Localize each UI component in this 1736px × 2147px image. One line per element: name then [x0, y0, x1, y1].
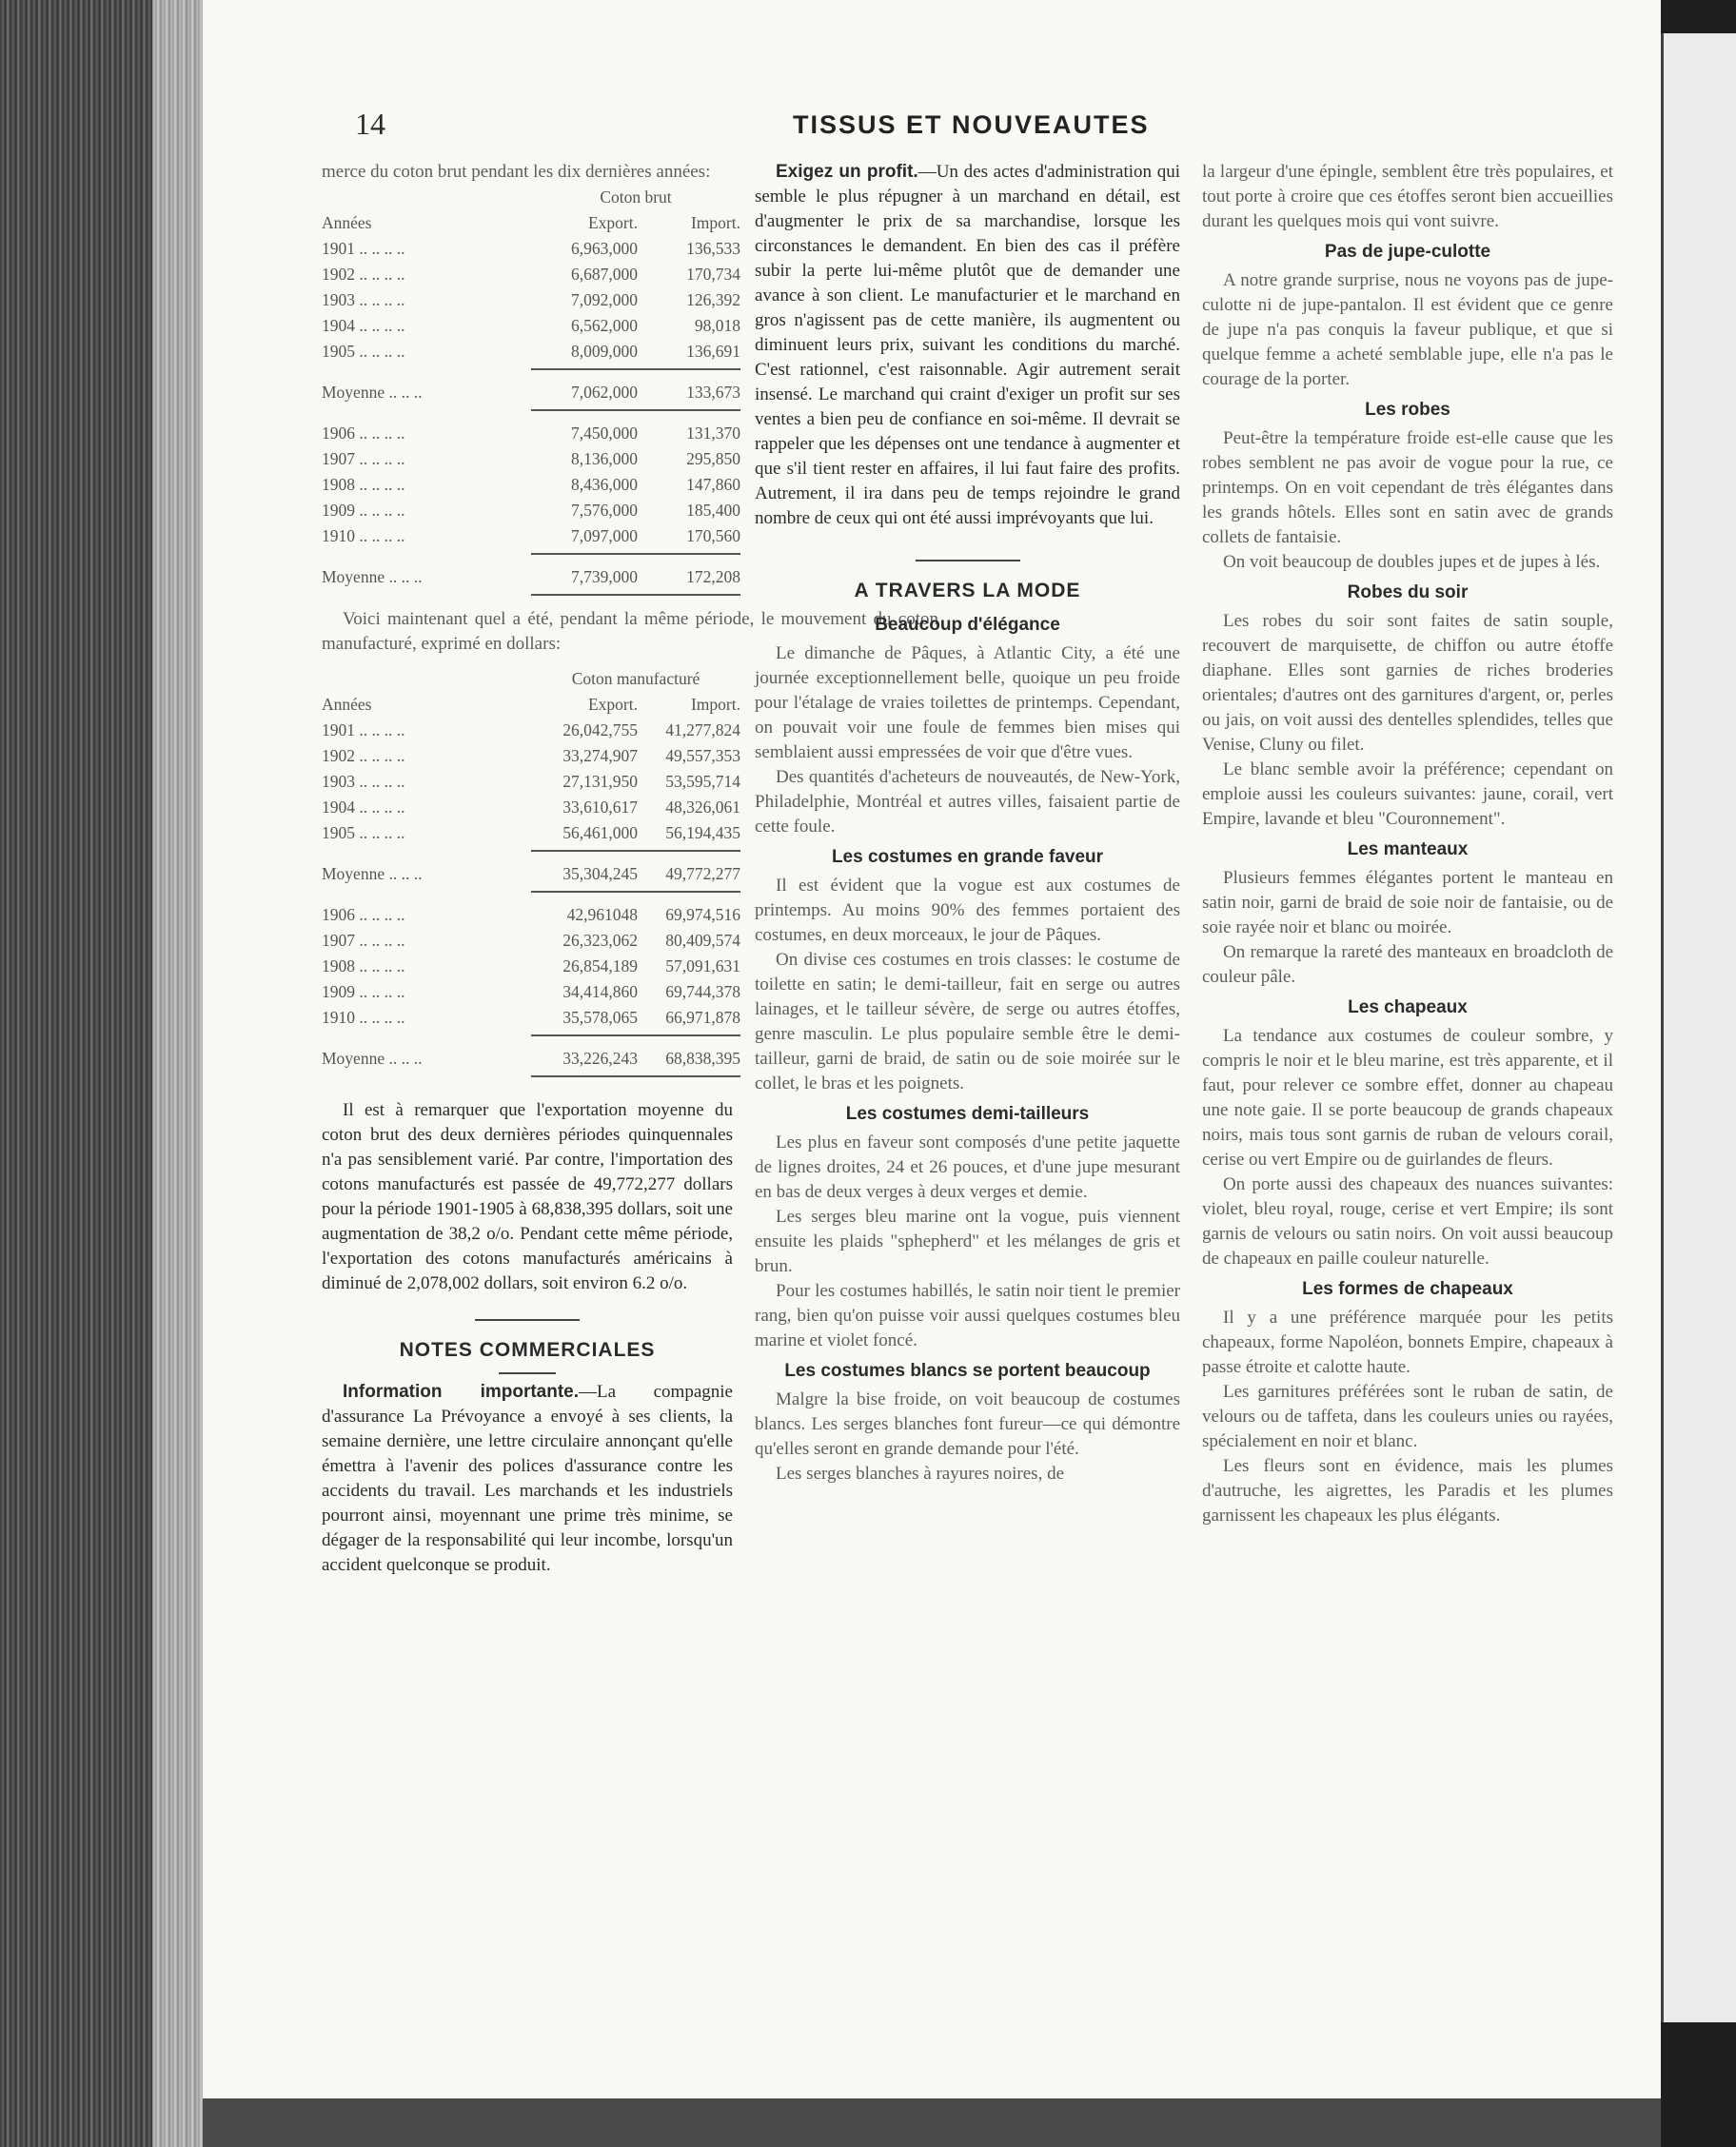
facing-page-edge	[1661, 33, 1736, 2022]
col-import-header: Import.	[690, 695, 740, 714]
paragraph: Les serges bleu marine ont la vogue, puis viennent ensuite les plaids "sphepherd" et les mélanges de gris et brun.	[755, 1207, 1180, 1276]
column-2	[755, 160, 1180, 1487]
paragraph: Les garnitures préférées sont le ruban de satin, de velours ou de taffeta, dans les couleurs unies ou rayées, spécialement en noir et blanc.	[1202, 1382, 1613, 1451]
table-group-header: Coton manufacturé	[571, 669, 700, 688]
subheading: Les costumes en grande faveur	[831, 847, 1104, 867]
col-export-header: Export.	[587, 695, 638, 714]
paragraph: Pour les costumes habillés, le satin noir tient le premier rang, bien qu'on puisse voir aussi quelques costumes bleu marine et violet foncé.	[755, 1281, 1180, 1350]
paragraph: Les fleurs sont en évidence, mais les plumes d'autruche, les aigrettes, les Paradis et les plumes garnissent les chapeaux les plus élégants.	[1202, 1456, 1613, 1526]
para-manufactured-intro: Voici maintenant quel a été, pendant la même période, le mouvement du coton manufacturé, exprimé en dollars:	[322, 609, 938, 654]
paragraph: Peut-être la température froide est-elle cause que les robes semblent ne pas avoir de vogue pour la rue, ce printemps. On en voit cependant de très élégantes dans les grands hôtels. Elles sont en satin avec de grands collets de fantaisie.	[1202, 428, 1613, 547]
subheading: Pas de jupe-culotte	[1324, 242, 1491, 262]
section-divider	[916, 560, 1020, 561]
subheading: Les costumes demi-tailleurs	[845, 1104, 1090, 1124]
subheading: Les formes de chapeaux	[1302, 1279, 1513, 1299]
table-raw-cotton	[322, 185, 740, 596]
paragraph: Les robes du soir sont faites de satin souple, recouvert de marquisette, de chiffon ou autre étoffe diaphane. Elles sont garnies de riches broderies orientales; d'autres ont des garnitures d'argent, or, perles ou jais, on voit aussi des dentelles splendides, telles que Venise, Cluny ou filet.	[1202, 611, 1613, 755]
column-3	[1202, 160, 1613, 1528]
table-row: 1907 .. .. .. .. 26,323,062 80,409,574	[322, 931, 740, 950]
paragraph: Le blanc semble avoir la préférence; cependant on emploie aussi les couleurs suivantes: jaune, corail, vert Empire, lavande et bleu "Couronnement".	[1202, 759, 1613, 829]
table-row: 1903 .. .. .. .. 27,131,950 53,595,714	[322, 772, 740, 791]
table-average-row: Moyenne .. .. .. 33,226,243 68,838,395	[322, 1049, 740, 1068]
paragraph: On divise ces costumes en trois classes: le costume de toilette en satin; le demi-tailleur, fait en serge ou autres lainages, et le tailleur sévère, de serge ou autres étoffes, genre masculin. Le plus populaire semble être le demi-tailleur, garni de braid, de satin ou de soie moirée sur le collet, le bras et les poignets.	[755, 950, 1180, 1093]
subheading: Robes du soir	[1347, 582, 1469, 602]
table-rule	[531, 553, 740, 555]
table-rule	[531, 409, 740, 411]
table-row: 1902 .. .. .. .. 33,274,907 49,557,353	[322, 746, 740, 765]
table-row: 1910 .. .. .. .. 7,097,000 170,560	[322, 526, 740, 545]
table-average-row: Moyenne .. .. .. 7,739,000 172,208	[322, 567, 740, 586]
section-heading-mode: A TRAVERS LA MODE	[854, 580, 1081, 601]
table-row: 1904 .. .. .. .. 33,610,617 48,326,061	[322, 798, 740, 817]
paragraph: A notre grande surprise, nous ne voyons pas de jupe-culotte ni de jupe-pantalon. Il est évident que ce genre de jupe n'a pas conquis la faveur publique, et que si quelque femme a acheté semblable jupe, elle n'a pas le courage de la porter.	[1202, 270, 1613, 389]
subheading: Les chapeaux	[1348, 997, 1468, 1017]
paragraph: La tendance aux costumes de couleur sombre, y compris le noir et le bleu marine, est très apparente, et il faut, pour relever ce sombre effet, donner au chapeau une note gaie. Il se porte beaucoup de grands chapeaux noirs, mais tous sont garnis de ruban de velours corail, cerise ou vert Empire ou de guirlandes de fleurs.	[1202, 1026, 1613, 1170]
paragraph: Le dimanche de Pâques, à Atlantic City, a été une journée exceptionnellement belle, quoique un peu froide pour l'étalage de vraies toilettes de printemps. Cependant, on pouvait voir une foule de femmes bien mises qui semblaient aussi empressées de voir que d'être vues.	[755, 643, 1180, 762]
subheading: Les manteaux	[1347, 839, 1469, 859]
table-rule	[531, 1034, 740, 1036]
paragraph: la largeur d'une épingle, semblent être très populaires, et tout porte à croire que ces étoffes seront bien accueillies durant les quelques mois qui vont suivre.	[1202, 162, 1613, 231]
notes-lead: Information importante.	[343, 1382, 580, 1402]
col-export-header: Export.	[587, 213, 638, 232]
table-average-row: Moyenne .. .. .. 7,062,000 133,673	[322, 383, 740, 402]
subheading: Les costumes blancs se portent beaucoup	[784, 1361, 1151, 1381]
table-group-header: Coton brut	[600, 187, 672, 207]
profit-text: —Un des actes d'administration qui semble le plus répugner à un marchand en détail, est d'augmenter le prix de sa marchandise, lorsque les circonstances le demandent. En bien des cas il préfère subir la perte lui-même plutôt que de demander une avance à son client. Le manufacturier et le marchand en gros n'agissent pas de cette manière, ils augmentent ou diminuent leurs prix, suivant les conditions du marché. C'est rationnel, c'est raisonnable. Agir autrement serait insensé. Le marchand qui craint d'exiger un profit sur ses ventes a bien peu de confiance en soi-même. Il devrait se rappeler que les dépenses ont une tendance à augmenter et que s'il tient rester en affaires, il lui faut faire des profits. Autrement, il ira dans peu de temps rejoindre le grand nombre de ceux qui ont été aussi imprévoyants que lui.	[755, 162, 1181, 528]
scanned-page	[203, 0, 1661, 2098]
table-row: 1902 .. .. .. .. 6,687,000 170,734	[322, 265, 740, 284]
col-import-header: Import.	[690, 213, 740, 232]
table-row: 1909 .. .. .. .. 34,414,860 69,744,378	[322, 982, 740, 1001]
intro-text: merce du coton brut pendant les dix dernières années:	[322, 162, 711, 182]
page-number: 14	[355, 107, 385, 141]
table-row: 1903 .. .. .. .. 7,092,000 126,392	[322, 290, 740, 309]
section-heading-notes: NOTES COMMERCIALES	[399, 1339, 656, 1361]
paragraph: Plusieurs femmes élégantes portent le manteau en satin noir, garni de braid de soie noir de fantaisie, ou de soie rayée noir et blanc ou moirée.	[1202, 868, 1613, 937]
table-rule	[531, 891, 740, 893]
table-row: 1908 .. .. .. .. 26,854,189 57,091,631	[322, 956, 740, 975]
paragraph: On remarque la rareté des manteaux en broadcloth de couleur pâle.	[1202, 942, 1613, 987]
bottom-background	[203, 2098, 1661, 2147]
table-row: 1901 .. .. .. .. 6,963,000 136,533	[322, 239, 740, 258]
paragraph: Les serges blanches à rayures noires, de	[776, 1464, 1065, 1484]
table-row: 1909 .. .. .. .. 7,576,000 185,400	[322, 501, 740, 520]
paragraph: Les plus en faveur sont composés d'une petite jaquette de lignes droites, 24 et 26 pouces, et d'une jupe mesurant en bas de deux verges à deux verges et demie.	[755, 1133, 1180, 1202]
paragraph: Il y a une préférence marquée pour les petits chapeaux, forme Napoléon, bonnets Empire, chapeaux à passe étroite et calotte haute.	[1202, 1308, 1613, 1377]
col-year-header: Années	[322, 213, 372, 232]
table-rule	[531, 1075, 740, 1077]
table-row: 1906 .. .. .. .. 42,961048 69,974,516	[322, 905, 740, 924]
col-year-header: Années	[322, 695, 372, 714]
table-row: 1908 .. .. .. .. 8,436,000 147,860	[322, 475, 740, 494]
section-divider	[475, 1319, 580, 1321]
table-row: 1910 .. .. .. .. 35,578,065 66,971,878	[322, 1008, 740, 1027]
table-rule	[531, 850, 740, 852]
paragraph: On voit beaucoup de doubles jupes et de jupes à lés.	[1223, 552, 1601, 572]
section-divider	[499, 1372, 556, 1374]
para-conclusion: Il est à remarquer que l'exportation moyenne du coton brut des deux dernières périodes quinquennales n'a pas sensiblement varié. Par contre, l'importation des cotons manufacturés est passée de 49,772,277 dollars pour la période 1901-1905 à 68,838,395 dollars, soit une augmentation de 38,2 o/o. Pendant cette même période, l'exportation des cotons manufacturés américains à diminué de 2,078,002 dollars, soit environ 6.2 o/o.	[322, 1100, 733, 1293]
table-row: 1905 .. .. .. .. 8,009,000 136,691	[322, 342, 740, 361]
notes-text: —La compagnie d'assurance La Prévoyance a envoyé à ses clients, la semaine dernière, une lettre circulaire annonçant qu'elle émettra à l'avenir des polices d'assurance contre les accidents du travail. Les marchands et les industriels pourront ainsi, moyennant une prime très minime, se dégager de la responsabilité qui leur incombe, lorsqu'un accident quelconque se produit.	[322, 1382, 733, 1575]
paragraph: Des quantités d'acheteurs de nouveautés, de New-York, Philadelphie, Montréal et autres villes, faisaient partie de cette foule.	[755, 767, 1180, 837]
table-row: 1905 .. .. .. .. 56,461,000 56,194,435	[322, 823, 740, 842]
table-rule	[531, 368, 740, 370]
table-row: 1907 .. .. .. .. 8,136,000 295,850	[322, 449, 740, 468]
paragraph: Malgre la bise froide, on voit beaucoup de costumes blancs. Les serges blanches font fureur—ce qui démontre qu'elles seront en grande demande pour l'été.	[755, 1389, 1180, 1459]
table-row: 1901 .. .. .. .. 26,042,755 41,277,824	[322, 720, 740, 739]
table-row: 1906 .. .. .. .. 7,450,000 131,370	[322, 423, 740, 443]
subheading: Beaucoup d'élégance	[875, 615, 1060, 635]
table-rule	[531, 594, 740, 596]
subheading: Les robes	[1365, 400, 1450, 420]
table-manufactured-cotton	[322, 666, 740, 1077]
page-edges	[152, 0, 205, 2147]
paragraph: On porte aussi des chapeaux des nuances suivantes: violet, bleu royal, rouge, cerise et vert Empire; ils sont garnis de velours ou satin noirs. On voit aussi beaucoup de chapeaux en paille couleur naturelle.	[1202, 1174, 1613, 1269]
table-row: 1904 .. .. .. .. 6,562,000 98,018	[322, 316, 740, 335]
paragraph: Il est évident que la vogue est aux costumes de printemps. Au moins 90% des femmes portaient des costumes, en deux morceaux, le jour de Pâques.	[755, 876, 1180, 945]
table-average-row: Moyenne .. .. .. 35,304,245 49,772,277	[322, 864, 740, 883]
profit-lead: Exigez un profit.	[776, 162, 918, 182]
running-title: TISSUS ET NOUVEAUTES	[793, 110, 1150, 139]
